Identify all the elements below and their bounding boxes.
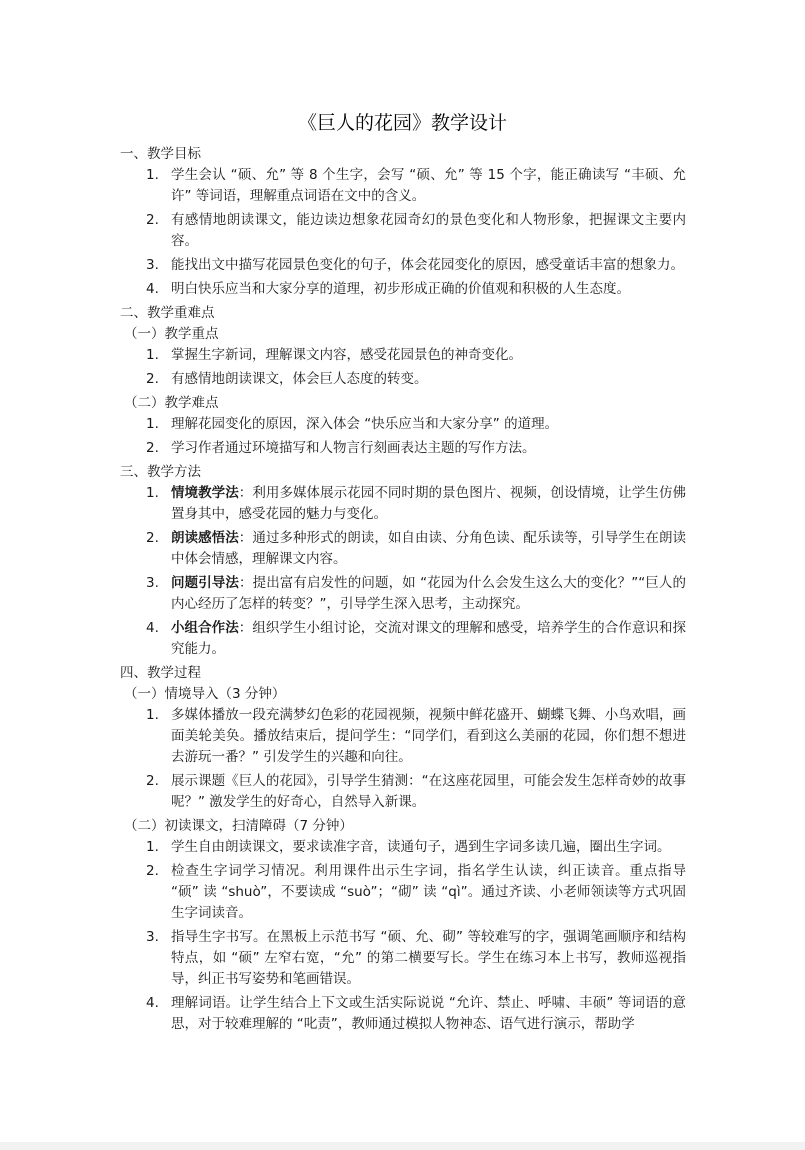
list-item: 1. 学生自由朗读课文，要求读准字音，读通句子，遇到生字词多读几遍，圈出生字词。: [146, 839, 671, 855]
method-keyword: 朗读感悟法: [171, 530, 239, 546]
list-item: 1. 掌握生字新词，理解课文内容，感受花园景色的神奇变化。: [146, 347, 522, 363]
intro-list: [120, 705, 686, 813]
list-item: 2. 有感情地朗读课文，能边读边想象花园奇幻的景色变化和人物形象，把握课文主要内容。: [146, 212, 686, 249]
list-item: 1. 学生会认 “硕、允” 等 8 个生字，会写 “硕、允” 等 15 个字，能正确读写 “丰硕、允许” 等词语，理解重点词语在文中的含义。: [146, 167, 686, 204]
method-keyword: 情境教学法: [171, 485, 239, 501]
section-heading-key-points: 二、教学重难点: [120, 305, 215, 321]
methods-list: [120, 483, 686, 660]
page-bottom-edge: [0, 1142, 805, 1150]
document-title: 《巨人的花园》教学设计: [297, 112, 507, 134]
key-focus-list: [120, 345, 686, 390]
difficulties-list: [120, 414, 686, 459]
list-item: 2. 检查生字词学习情况。利用课件出示生字词，指名学生认读，纠正读音。重点指导 “硕” 读 “shuò”，不要读成 “suò”；“砌” 读 “qì”。通过齐读、小老师领读等方式巩固生字词读音。: [146, 863, 686, 921]
subsection-heading-key-focus: （一）教学重点: [124, 326, 219, 342]
section-heading-methods: 三、教学方法: [120, 464, 201, 480]
list-item: 4. 理解词语。让学生结合上下文或生活实际说说 “允许、禁止、呼啸、丰硕” 等词语的意思，对于较难理解的 “叱责”，教师通过模拟人物神态、语气进行演示，帮助学: [146, 995, 686, 1032]
list-item: 1. 情境教学法：利用多媒体展示花园不同时期的景色图片、视频，创设情境，让学生仿佛置身其中，感受花园的魅力与变化。: [146, 485, 687, 522]
list-item: 3. 能找出文中描写花园景色变化的句子，体会花园变化的原因，感受童话丰富的想象力。: [146, 257, 684, 273]
list-item: 4. 明白快乐应当和大家分享的道理，初步形成正确的价值观和积极的人生态度。: [146, 281, 630, 297]
first-reading-list: [120, 837, 686, 1035]
section-heading-objectives: 一、教学目标: [120, 146, 201, 162]
list-item: 2. 展示课题《巨人的花园》，引导学生猜测：“在这座花园里，可能会发生怎样奇妙的故事呢？” 激发学生的好奇心，自然导入新课。: [146, 773, 686, 810]
list-item: 4. 小组合作法：组织学生小组讨论，交流对课文的理解和感受，培养学生的合作意识和探究能力。: [146, 620, 687, 657]
list-item: 1. 多媒体播放一段充满梦幻色彩的花园视频，视频中鲜花盛开、蝴蝶飞舞、小鸟欢唱，画面美轮美奂。播放结束后，提问学生：“同学们，看到这么美丽的花园，你们想不想进去游玩一番？” 引发学生的兴趣和向往。: [146, 707, 686, 765]
subsection-heading-intro: （一）情境导入（3 分钟）: [124, 686, 286, 702]
method-keyword: 问题引导法: [171, 575, 239, 591]
document-body: [120, 144, 686, 1038]
list-item: 2. 学习作者通过环境描写和人物言行刻画表达主题的写作方法。: [146, 440, 536, 456]
list-item: 3. 指导生字书写。在黑板上示范书写 “硕、允、砌” 等较难写的字，强调笔画顺序和结构特点，如 “硕” 左窄右宽，“允” 的第二横要写长。学生在练习本上书写，教师巡视指导，纠正书写姿势和笔画错误。: [146, 929, 686, 987]
list-item: 1. 理解花园变化的原因，深入体会 “快乐应当和大家分享” 的道理。: [146, 416, 559, 432]
list-item: 3. 问题引导法：提出富有启发性的问题，如 “花园为什么会发生这么大的变化？”“巨人的内心经历了怎样的转变？”，引导学生深入思考，主动探究。: [146, 575, 687, 612]
objectives-list: [120, 165, 686, 300]
list-item: 2. 有感情地朗读课文，体会巨人态度的转变。: [146, 371, 428, 387]
section-heading-process: 四、教学过程: [120, 665, 201, 681]
list-item: 2. 朗读感悟法：通过多种形式的朗读，如自由读、分角色读、配乐读等，引导学生在朗读中体会情感，理解课文内容。: [146, 530, 687, 567]
subsection-heading-difficulties: （二）教学难点: [124, 395, 219, 411]
subsection-heading-first-reading: （二）初读课文，扫清障碍（7 分钟）: [124, 818, 353, 834]
method-keyword: 小组合作法: [171, 620, 239, 636]
